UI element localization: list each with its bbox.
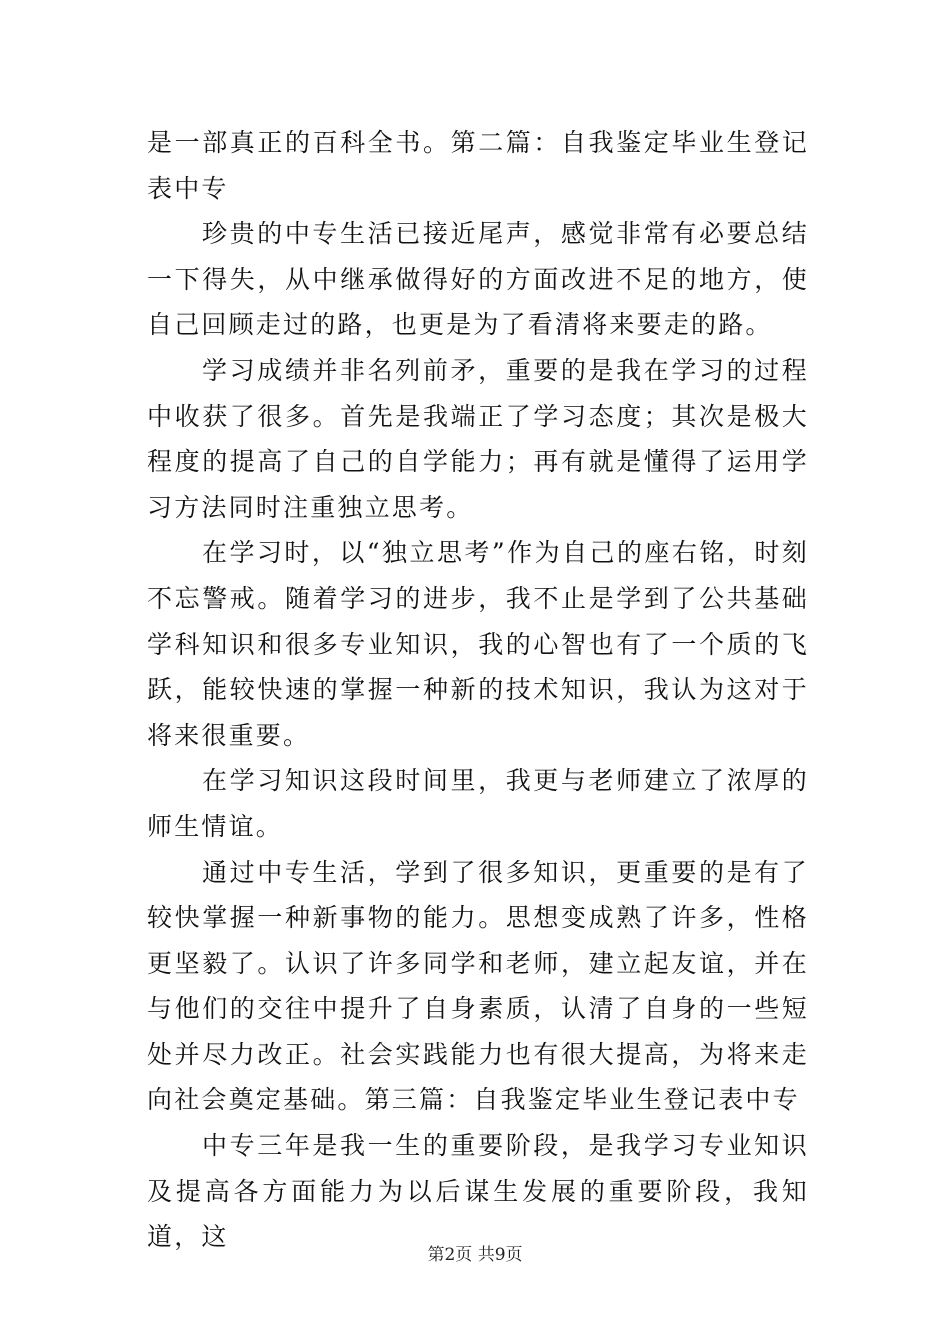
paragraph: 通过中专生活，学到了很多知识，更重要的是有了较快掌握一种新事物的能力。思想变成熟了许多，性格更坚毅了。认识了许多同学和老师，建立起友谊，并在与他们的交往中提升了自身素质，认清了自身的一些短处并尽力改正。社会实践能力也有很大提高，为将来走向社会奠定基础。第三篇：自我鉴定毕业生登记表中专 — [147, 857, 809, 1115]
page-footer: 第2页 共9页 — [427, 1245, 523, 1265]
paragraph: 学习成绩并非名列前矛，重要的是我在学习的过程中收获了很多。首先是我端正了学习态度；其次是极大程度的提高了自己的自学能力；再有就是懂得了运用学习方法同时注重独立思考。 — [147, 355, 809, 522]
paragraph: 中专三年是我一生的重要阶段，是我学习专业知识及提高各方面能力为以后谋生发展的重要阶段，我知道，这 — [147, 1131, 809, 1252]
paragraph: 珍贵的中专生活已接近尾声，感觉非常有必要总结一下得失，从中继承做得好的方面改进不足的地方，使自己回顾走过的路，也更是为了看清将来要走的路。 — [147, 219, 809, 340]
document-body — [147, 120, 809, 1260]
paragraph: 在学习知识这段时间里，我更与老师建立了浓厚的师生情谊。 — [147, 766, 809, 841]
paragraph-continuation: 是一部真正的百科全书。第二篇：自我鉴定毕业生登记表中专 — [147, 128, 809, 203]
paragraph: 在学习时，以“独立思考”作为自己的座右铭，时刻不忘警戒。随着学习的进步，我不止是学到了公共基础学科知识和很多专业知识，我的心智也有了一个质的飞跃，能较快速的掌握一种新的技术知识，我认为这对于将来很重要。 — [147, 538, 809, 750]
